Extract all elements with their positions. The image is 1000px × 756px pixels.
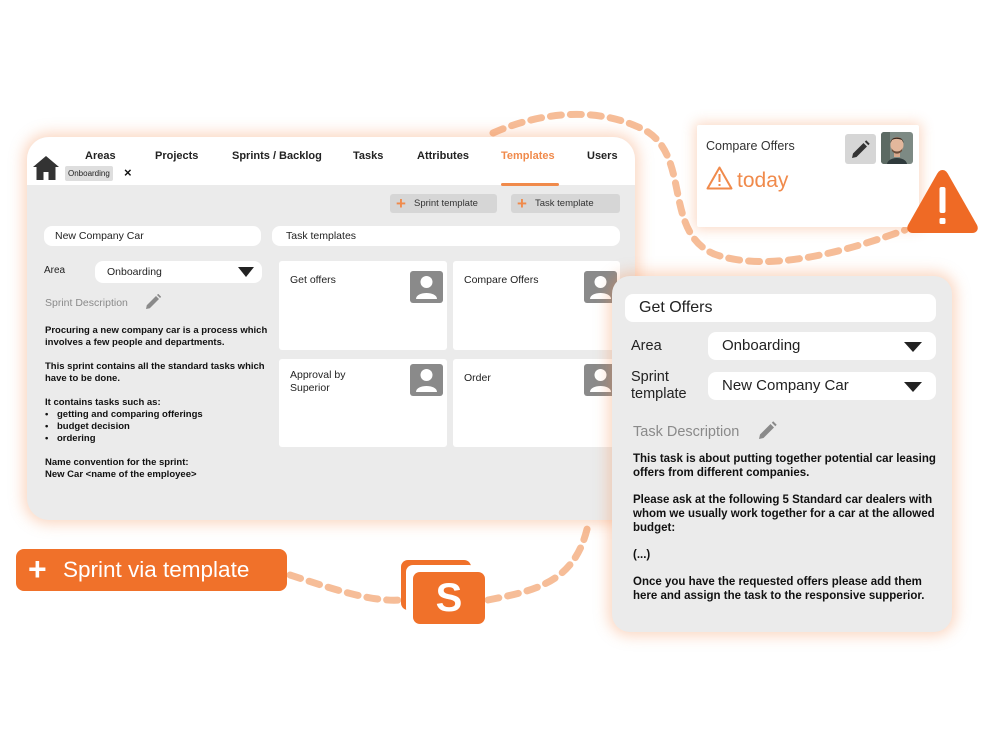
filter-chip-onboarding[interactable]: Onboarding (65, 166, 113, 181)
area-label: Area (44, 265, 66, 276)
task-template-card-approval-by-superior[interactable] (279, 359, 447, 447)
task-description-p1: This task is about putting together potential car leasing offers from different companies. (633, 453, 936, 479)
tab-users[interactable]: Users (587, 150, 618, 162)
bullet-item: • ordering (45, 433, 270, 445)
sprint-description-p4-line2: New Car <name of the employee> (45, 469, 197, 480)
add-task-template-button[interactable] (511, 194, 620, 213)
sprint-description-bullets (45, 409, 270, 445)
task-area-select[interactable] (708, 332, 936, 360)
add-task-template-label: Task template (535, 198, 594, 209)
task-templates-header: Task templates (272, 226, 620, 246)
task-description-p4: Once you have the requested offers please add them here and assign the task to the responsive supperior. (633, 576, 925, 602)
sprint-description-p1: Procuring a new company car is a process which involves a few people and departments. (45, 325, 268, 348)
nav-bar (27, 137, 635, 185)
templates-panel (27, 137, 635, 520)
tab-areas[interactable]: Areas (85, 150, 116, 162)
add-sprint-template-button[interactable] (390, 194, 497, 213)
pencil-icon (851, 140, 870, 159)
sprint-via-template-label: Sprint via template (63, 557, 250, 582)
connector-bottom-left (290, 575, 400, 600)
pencil-icon[interactable] (145, 294, 161, 310)
task-sprint-template-label-line2: template (631, 386, 687, 402)
alert-triangle-icon (905, 167, 980, 235)
task-sprint-template-label-line1: Sprint (631, 369, 669, 385)
connector-bottom-right (488, 525, 588, 600)
close-icon[interactable]: × (124, 165, 132, 180)
notification-task-title: Compare Offers (706, 139, 795, 153)
sprint-description-p2: This sprint contains all the standard tasks which have to be done. (45, 361, 265, 384)
task-area-value: Onboarding (722, 337, 801, 354)
task-due-notification[interactable] (697, 125, 919, 227)
task-description (633, 452, 938, 616)
sprint-via-template-button[interactable] (16, 549, 287, 591)
area-select-value: Onboarding (107, 266, 162, 278)
task-description-p2: Please ask at the following 5 Standard car dealers with whom we usually work together for a car at the allowed budget: (633, 494, 935, 534)
sprint-description (45, 325, 270, 481)
plus-icon: + (28, 551, 47, 587)
user-avatar-icon[interactable] (410, 271, 443, 303)
task-template-title: Approval by Superior (290, 369, 346, 394)
pencil-icon[interactable] (758, 421, 777, 440)
task-template-title: Get offers (290, 274, 336, 286)
assignee-avatar[interactable] (881, 132, 913, 164)
task-template-card-order[interactable] (453, 359, 620, 447)
area-select[interactable] (95, 261, 262, 283)
sprint-description-p4-line1: Name convention for the sprint: (45, 457, 189, 468)
task-sprint-template-label (631, 369, 687, 403)
task-area-label: Area (631, 338, 662, 354)
add-sprint-template-label: Sprint template (414, 198, 478, 209)
tab-tasks[interactable]: Tasks (353, 150, 384, 162)
tab-templates[interactable]: Templates (501, 150, 555, 162)
user-avatar-icon[interactable] (410, 364, 443, 396)
task-title-field[interactable]: Get Offers (625, 294, 936, 322)
notification-due-text: today (737, 169, 789, 192)
task-sprint-template-select[interactable] (708, 372, 936, 400)
task-template-card-get-offers[interactable] (279, 261, 447, 350)
tab-sprints-backlog[interactable]: Sprints / Backlog (232, 150, 322, 162)
app-logo (401, 560, 485, 624)
chevron-down-icon (904, 382, 922, 392)
bullet-item: • budget decision (45, 421, 270, 433)
active-tab-indicator (501, 183, 559, 186)
task-description-label: Task Description (633, 424, 740, 440)
sprint-description-label: Sprint Description (45, 297, 128, 309)
logo-letter: S (413, 572, 485, 624)
home-icon[interactable] (32, 155, 60, 181)
chevron-down-icon (904, 342, 922, 352)
tab-attributes[interactable]: Attributes (417, 150, 469, 162)
chevron-down-icon (238, 267, 254, 277)
task-template-title: Compare Offers (464, 274, 539, 286)
plus-icon: + (517, 194, 527, 213)
task-template-title: Order (464, 372, 491, 384)
task-sprint-template-value: New Company Car (722, 377, 849, 394)
edit-button[interactable] (845, 134, 876, 164)
tab-projects[interactable]: Projects (155, 150, 199, 162)
task-description-p3: (...) (633, 549, 651, 561)
sprint-name-field[interactable]: New Company Car (44, 226, 261, 246)
warning-icon (706, 166, 733, 190)
plus-icon: + (396, 194, 406, 213)
sprint-description-p3: It contains tasks such as: (45, 397, 161, 408)
task-detail-panel (612, 276, 952, 632)
bullet-item: • getting and comparing offerings (45, 409, 270, 421)
task-template-card-compare-offers[interactable] (453, 261, 620, 350)
